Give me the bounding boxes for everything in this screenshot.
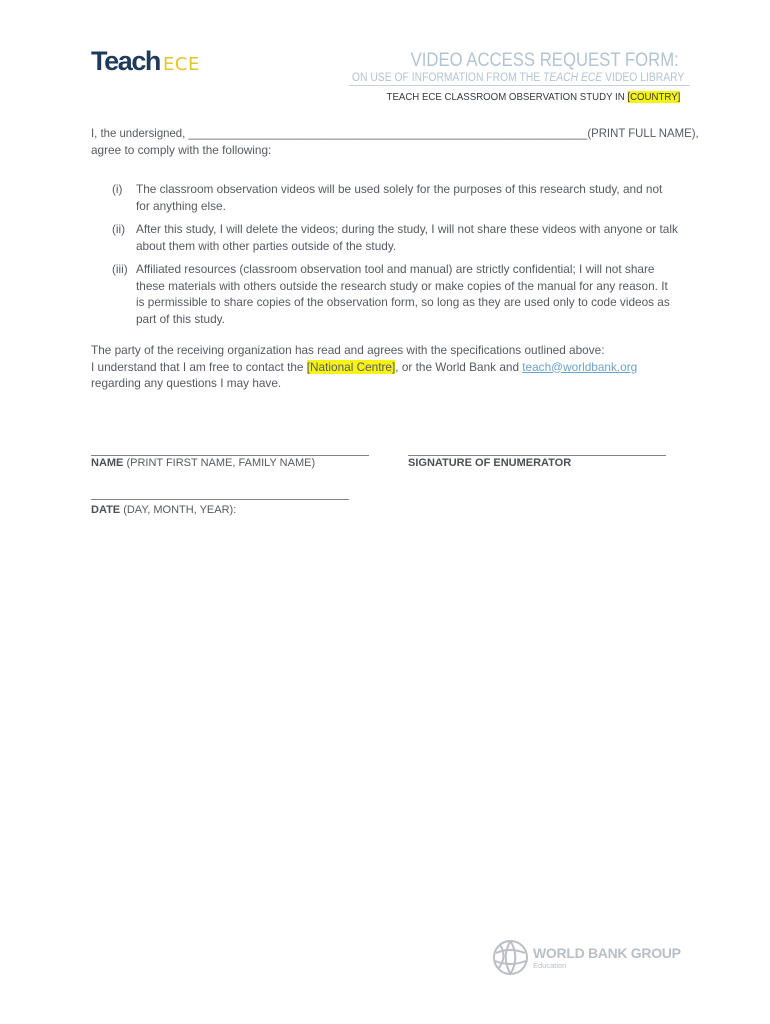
- list-item: [112, 181, 678, 214]
- date-label-detail: (DAY, MONTH, YEAR):: [120, 504, 237, 516]
- closing-line-2-prefix: I understand that I am free to contact the: [91, 359, 307, 374]
- date-label: [91, 504, 236, 516]
- globe-icon: [492, 939, 529, 976]
- intro-paragraph: [91, 125, 699, 158]
- email-link[interactable]: teach@worldbank.org: [522, 359, 638, 374]
- list-item: [112, 221, 678, 254]
- enumerator-label-bold: SIGNATURE OF ENUMERATOR: [408, 457, 572, 469]
- intro-line-2: agree to comply with the following:: [91, 142, 272, 157]
- world-bank-name: WORLD BANK GROUP: [533, 944, 681, 961]
- study-line-text: TEACH ECE CLASSROOM OBSERVATION STUDY IN: [386, 91, 628, 103]
- name-signature-line: [91, 455, 369, 456]
- date-label-bold: DATE: [91, 504, 121, 516]
- subtitle-prefix: ON USE OF INFORMATION FROM THE: [351, 72, 543, 84]
- subtitle-emphasis: TEACH ECE: [542, 72, 602, 84]
- world-bank-group-logo: [492, 939, 681, 976]
- national-centre-placeholder: [National Centre]: [306, 359, 396, 374]
- country-placeholder: [COUNTRY]: [627, 91, 680, 103]
- closing-line-2: [91, 359, 691, 376]
- logo-ece-text: ECE: [163, 54, 200, 75]
- intro-line-1: I, the undersigned, _______________________________________________________________(PRINT FULL NAME),: [91, 126, 699, 140]
- form-title: VIDEO ACCESS REQUEST FORM:: [410, 50, 679, 71]
- enumerator-label: [408, 457, 571, 469]
- subtitle-suffix: VIDEO LIBRARY: [601, 72, 684, 84]
- list-item-number: (iii): [112, 262, 128, 276]
- closing-paragraph: [91, 342, 691, 392]
- closing-line-3: regarding any questions I may have.: [91, 376, 282, 390]
- form-subtitle: [352, 72, 684, 84]
- name-label: [91, 457, 315, 469]
- list-item-text: The classroom observation videos will be used solely for the purposes of this research study, and not for anything else.: [136, 182, 663, 213]
- header-divider: [349, 85, 690, 86]
- closing-line-1: The party of the receiving organization has read and agrees with the specifications outlined above:: [91, 343, 605, 357]
- name-label-detail: (PRINT FIRST NAME, FAMILY NAME): [123, 457, 316, 469]
- closing-line-2-mid: , or the World Bank and: [395, 359, 523, 374]
- name-label-bold: NAME: [91, 457, 124, 469]
- list-item-number: (i): [112, 182, 123, 196]
- list-item-text: Affiliated resources (classroom observation tool and manual) are strictly confidential; I will not share these materials with others outside the research study or make copies of the manual for any reason. It is permissible to share copies of the observation form, so long as they are used only to code videos as part of this study.: [136, 262, 670, 326]
- date-line: [91, 499, 349, 500]
- study-line: [386, 91, 680, 103]
- world-bank-text-block: [533, 946, 681, 970]
- enumerator-signature-line: [408, 455, 666, 456]
- world-bank-subtitle: Education: [533, 960, 567, 970]
- list-item-text: After this study, I will delete the videos; during the study, I will not share these videos with anyone or talk about them with other parties outside of the study.: [136, 222, 678, 253]
- list-item: [112, 261, 678, 327]
- list-item-number: (ii): [112, 222, 126, 236]
- teach-ece-logo: [91, 46, 200, 77]
- logo-teach-text: Teach: [91, 46, 161, 76]
